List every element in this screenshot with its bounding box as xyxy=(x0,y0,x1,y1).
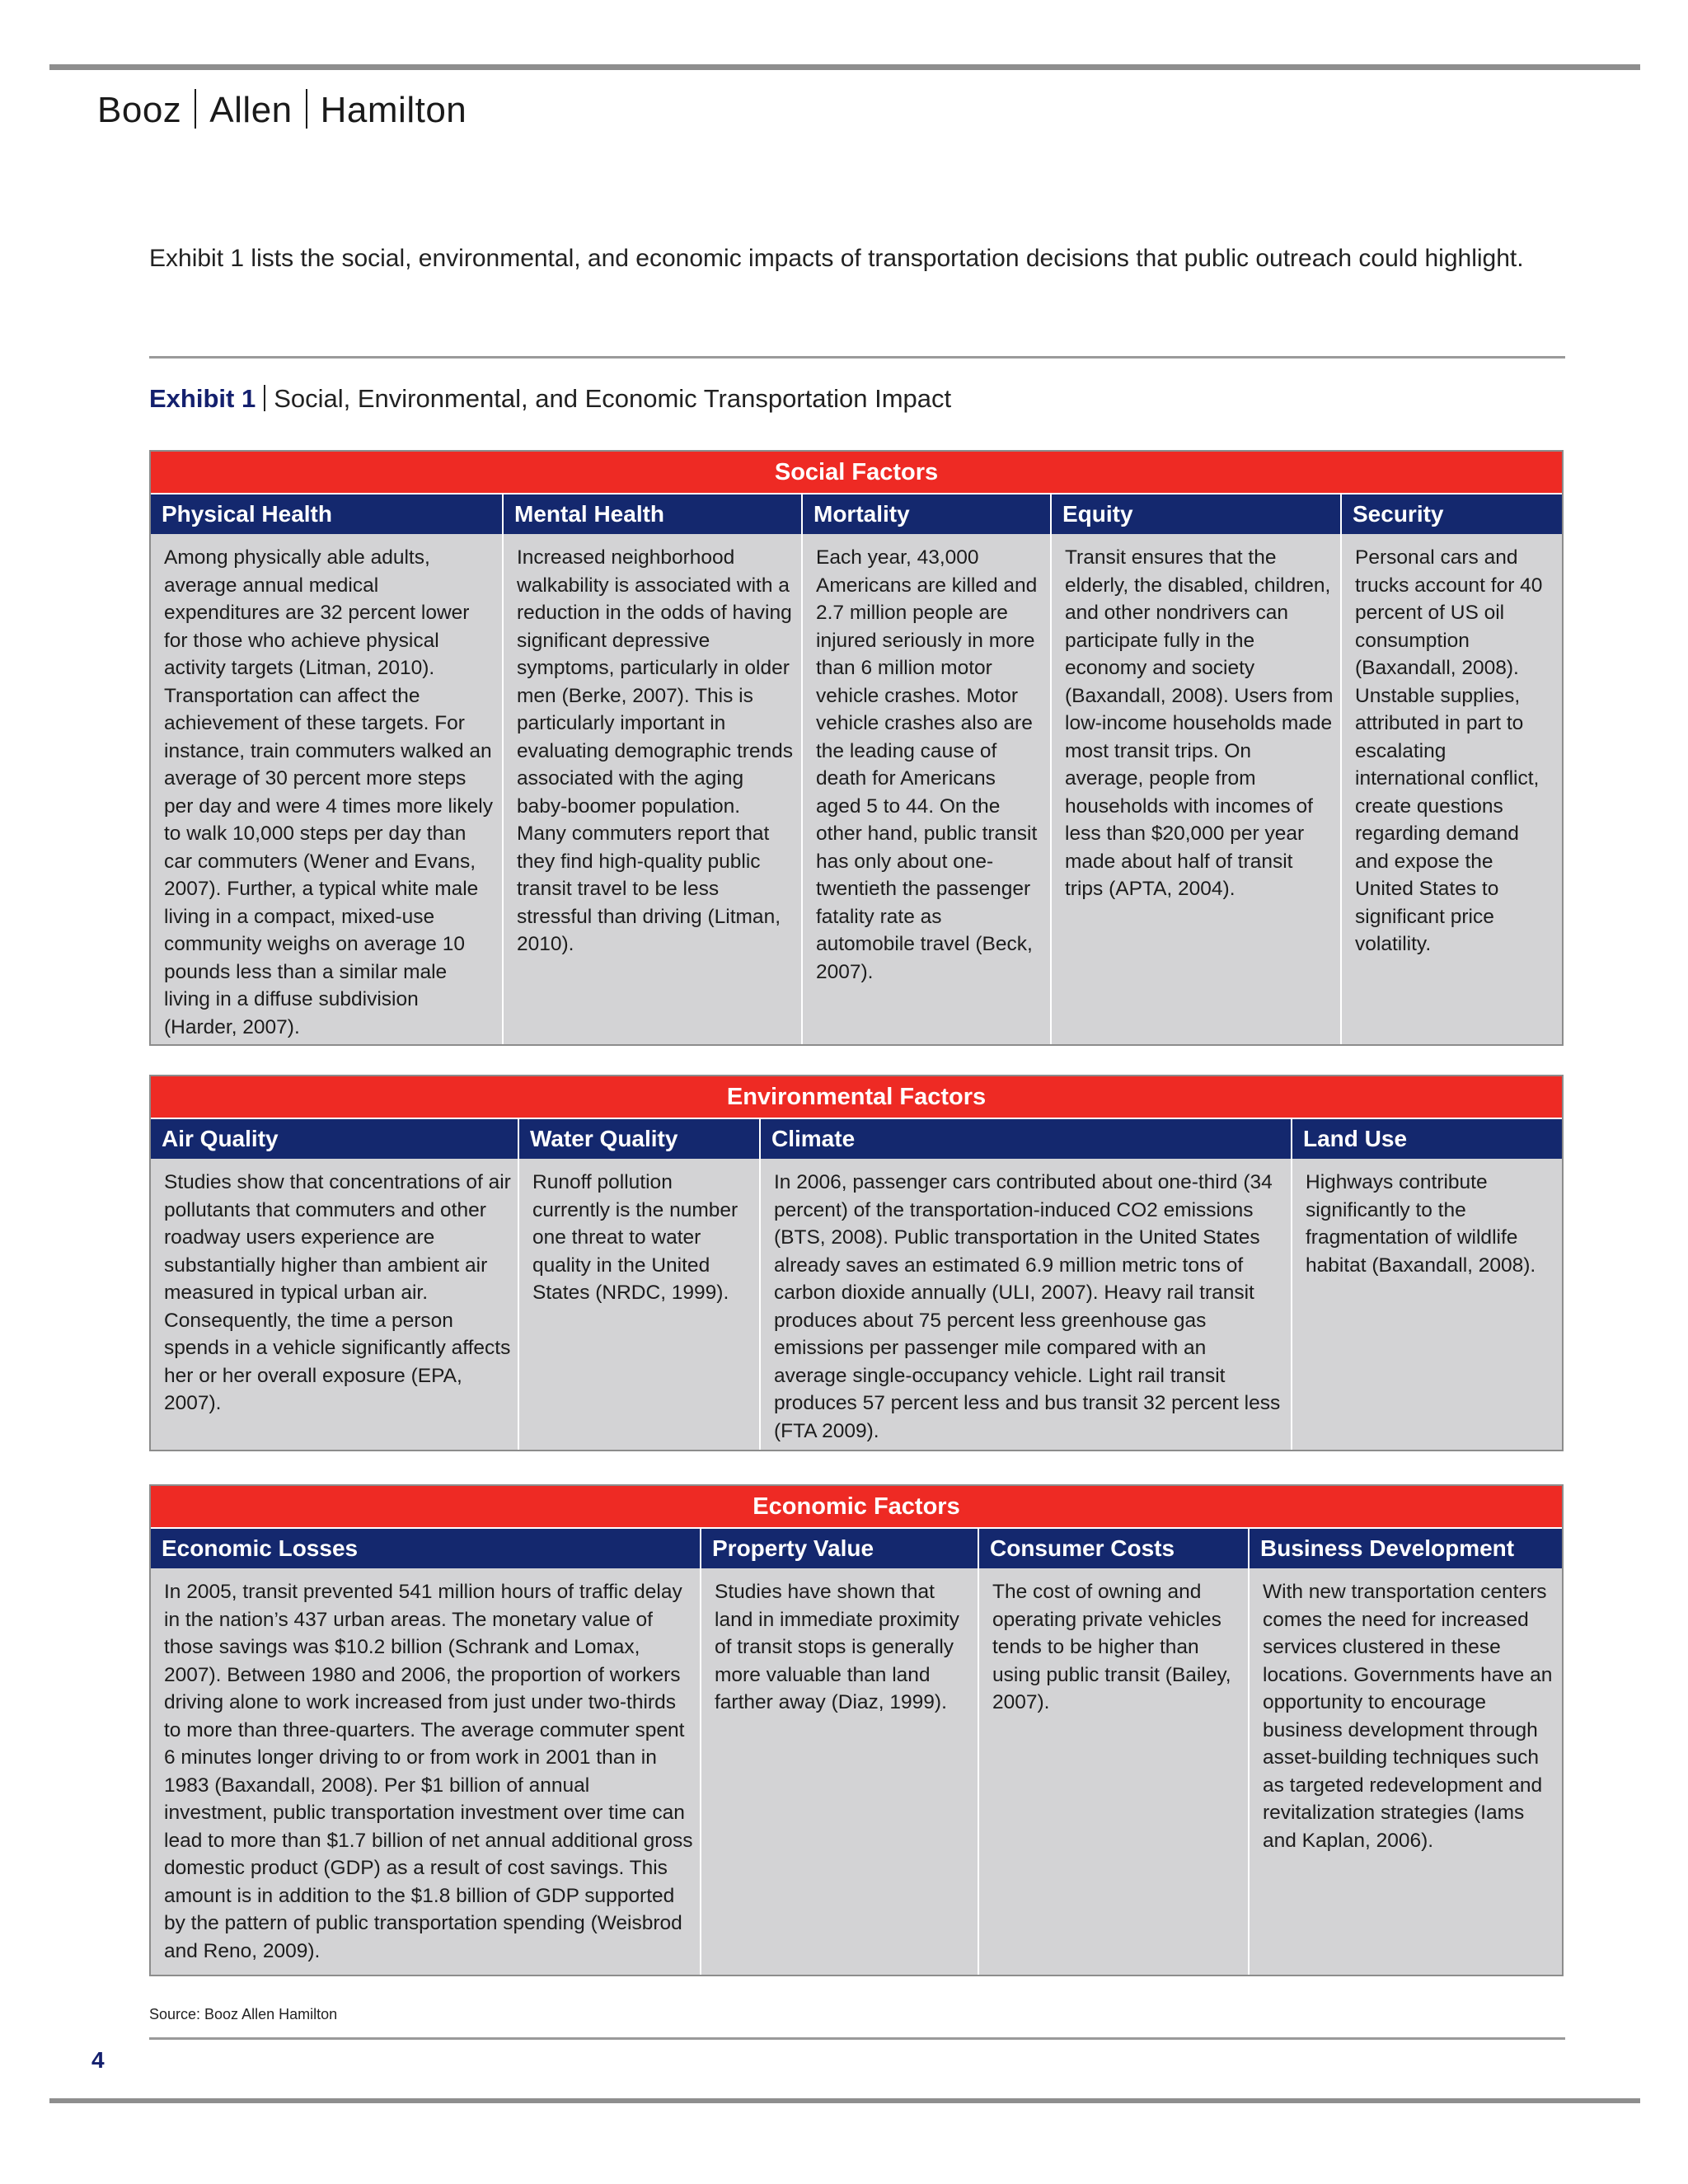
environmental-factors-heading: Environmental Factors xyxy=(151,1076,1562,1118)
exhibit-label: Exhibit 1 xyxy=(149,384,256,413)
exhibit-title-divider xyxy=(264,385,265,411)
column-header: Business Development xyxy=(1250,1527,1562,1568)
column-text: In 2005, transit prevented 541 million hours of traffic delay in the nation’s 437 urban areas. The monetary value of those savings was $10.2 billion (Schrank and Lomax, 2007). Between 1980 and 2006, the proportion of workers driving alone to work increased from just under two-thirds to more than three-quarters. The average commuter spent 6 minutes longer driving to or from work in 2001 than in 1983 (Baxandall, 2008). Per $1 billion of annual investment, public transportation investment over time can lead to more than $1.7 billion of net annual additional gross domestic product (GDP) as a result of cost savings. This amount is in addition to the $1.8 billion of GDP supported by the pattern of public transportation spending (Weisbrod and Reno, 2009). xyxy=(164,1581,693,1962)
column-header: Equity xyxy=(1052,493,1340,534)
column-text: In 2006, passenger cars contributed about one-third (34 percent) of the transportation-induced CO2 emissions (BTS, 2008). Public transportation in the United States already saves an estimated 6.9 million metric tons of carbon dioxide annually (ULI, 2007). Heavy rail transit produces about 75 percent less greenhouse gas emissions per passenger mile compared with an average single-occupancy vehicle. Light rail transit produces 57 percent less and bus transit 32 percent less (FTA 2009). xyxy=(774,1171,1281,1442)
column-text: The cost of owning and operating private vehicles tends to be higher than using public transit (Bailey, 2007). xyxy=(992,1581,1231,1713)
company-logo xyxy=(97,89,467,131)
logo-divider xyxy=(195,89,196,129)
social-column-mental-health xyxy=(502,493,801,1044)
column-text: Highways contribute significantly to the fragmentation of wildlife habitat (Baxandall, 2008). xyxy=(1306,1171,1536,1277)
column-text: Studies show that concentrations of air pollutants that commuters and other roadway users experience are substantially higher than ambient air measured in typical urban air. Consequently, the time a person spends in a vehicle significantly affects her or her overall exposure (EPA, 2007). xyxy=(164,1171,511,1414)
social-factors-table xyxy=(149,450,1564,1046)
logo-word-booz: Booz xyxy=(97,90,182,130)
footer-divider xyxy=(149,2037,1565,2040)
column-text: Studies have shown that land in immediate proximity of transit stops is generally more valuable than land farther away (Diaz, 1999). xyxy=(715,1581,959,1713)
environmental-factors-table xyxy=(149,1075,1564,1451)
page-number: 4 xyxy=(91,2047,105,2073)
source-note: Source: Booz Allen Hamilton xyxy=(149,2006,338,2022)
economic-factors-table xyxy=(149,1484,1564,1976)
column-header: Consumer Costs xyxy=(979,1527,1248,1568)
column-text: Among physically able adults, average annual medical expenditures are 32 percent lower for those who achieve physical activity targets (Litman, 2010). Transportation can affect the achievement of these targets. For instance, train commuters walked an average of 30 percent more steps per day and were 4 times more likely to walk 10,000 steps per day than car commuters (Wener and Evans, 2007). Further, a typical white male living in a compact, mixed-use community weighs on average 10 pounds less than a similar male living in a diffuse subdivision (Harder, 2007). xyxy=(164,546,493,1038)
column-header: Land Use xyxy=(1292,1118,1562,1159)
social-factors-heading: Social Factors xyxy=(151,452,1562,493)
column-header: Mental Health xyxy=(504,493,801,534)
column-header: Economic Losses xyxy=(151,1527,700,1568)
environmental-column-air-quality xyxy=(151,1118,518,1450)
intro-paragraph: Exhibit 1 lists the social, environmental, and economic impacts of transportation decisions that public outreach could highlight. xyxy=(149,245,1524,272)
column-text: With new transportation centers comes the need for increased services clustered in these locations. Governments have an opportunity to encourage business development through asset-building techniques such as targeted redevelopment and revitalization strategies (Iams and Kaplan, 2006). xyxy=(1263,1581,1553,1852)
economic-column-consumer-costs xyxy=(978,1527,1248,1975)
social-column-physical-health xyxy=(151,493,502,1044)
column-header: Water Quality xyxy=(519,1118,759,1159)
logo-divider xyxy=(306,89,307,129)
column-text: Each year, 43,000 Americans are killed and 2.7 million people are injured seriously in more than 6 million motor vehicle crashes. Motor vehicle crashes also are the leading cause of death for Americans aged 5 to 44. On the other hand, public transit has only about one-twentieth the passenger fatality rate as automobile travel (Beck, 2007). xyxy=(816,546,1038,983)
economic-column-economic-losses xyxy=(151,1527,700,1975)
exhibit-title xyxy=(149,384,951,414)
column-header: Physical Health xyxy=(151,493,502,534)
logo-word-allen: Allen xyxy=(209,90,293,130)
column-text: Transit ensures that the elderly, the disabled, children, and other nondrivers can participate fully in the economy and society (Baxandall, 2008). Users from low-income households made most transit trips. On average, people from households with incomes of less than $20,000 per year made about half of transit trips (APTA, 2004). xyxy=(1065,546,1334,900)
column-header: Property Value xyxy=(701,1527,978,1568)
environmental-column-climate xyxy=(759,1118,1291,1450)
section-divider xyxy=(149,356,1565,359)
column-header: Security xyxy=(1342,493,1562,534)
social-column-security xyxy=(1340,493,1562,1044)
bottom-rule xyxy=(49,2098,1640,2103)
environmental-column-land-use xyxy=(1291,1118,1562,1450)
logo-word-hamilton: Hamilton xyxy=(320,90,467,130)
social-column-mortality xyxy=(801,493,1050,1044)
social-column-equity xyxy=(1050,493,1340,1044)
economic-factors-heading: Economic Factors xyxy=(151,1486,1562,1527)
economic-column-property-value xyxy=(700,1527,978,1975)
exhibit-title-text: Social, Environmental, and Economic Transportation Impact xyxy=(274,384,952,413)
column-header: Air Quality xyxy=(151,1118,518,1159)
environmental-column-water-quality xyxy=(518,1118,759,1450)
column-text: Increased neighborhood walkability is associated with a reduction in the odds of having significant depressive symptoms, particularly in older men (Berke, 2007). This is particularly important in evaluating demographic trends associated with the aging baby-boomer population. Many commuters report that they find high-quality public transit travel to be less stressful than driving (Litman, 2010). xyxy=(517,546,794,955)
economic-column-business-development xyxy=(1248,1527,1562,1975)
column-header: Climate xyxy=(761,1118,1291,1159)
column-text: Runoff pollution currently is the number one threat to water quality in the United States (NRDC, 1999). xyxy=(532,1171,738,1304)
top-rule xyxy=(49,64,1640,70)
column-header: Mortality xyxy=(803,493,1050,534)
column-text: Personal cars and trucks account for 40 percent of US oil consumption (Baxandall, 2008). Unstable supplies, attributed in part to escalating international conflict, create questions regarding demand and expose the United States to significant price volatility. xyxy=(1355,546,1543,955)
